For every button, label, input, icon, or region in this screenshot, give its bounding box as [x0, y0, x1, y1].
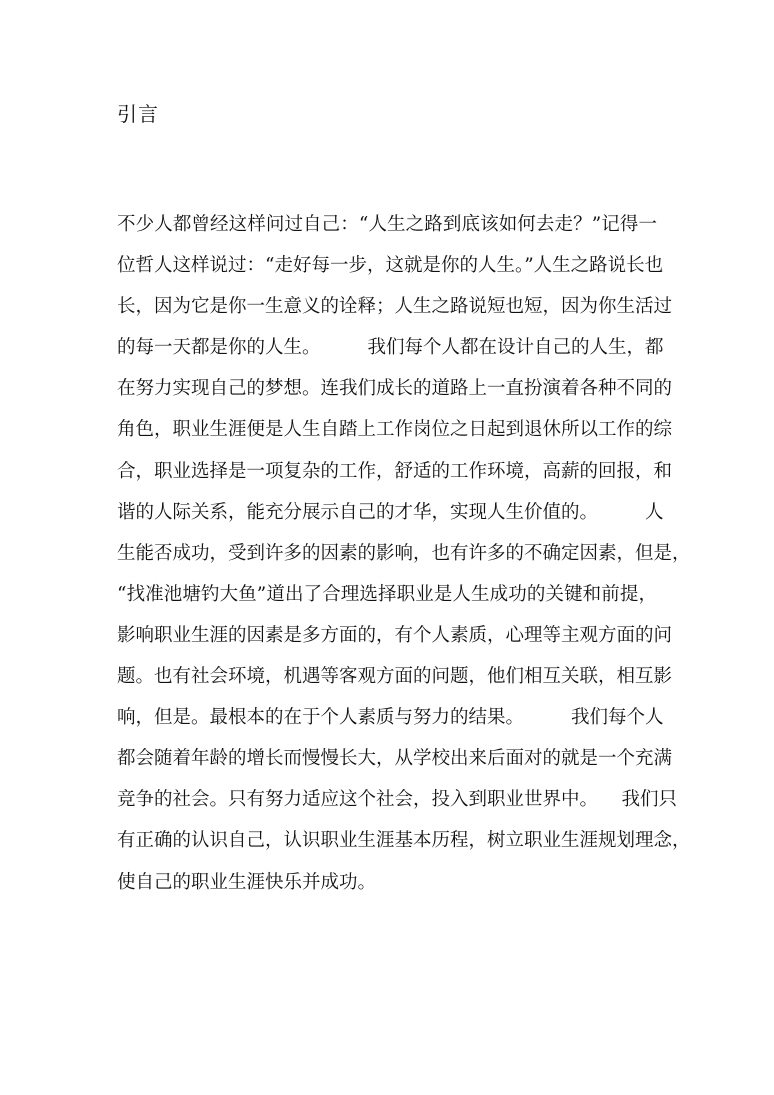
text-line: 位哲人这样说过：“走好每一步，这就是你的人生。”人生之路说长也	[117, 255, 664, 277]
text-line: “找准池塘钓大鱼”道出了合理选择职业是人生成功的关键和前提，	[117, 583, 657, 605]
text-line: 生能否成功，受到许多的因素的影响，也有许多的不确定因素，但是，	[117, 542, 691, 564]
document-title: 引言	[117, 102, 159, 126]
text-line: 都会随着年龄的增长而慢慢长大，从学校出来后面对的就是一个充满	[117, 748, 673, 770]
text-line: 角色，职业生涯便是人生自踏上工作岗位之日起到退休所以工作的综	[117, 419, 673, 441]
text-line: 有正确的认识自己，认识职业生涯基本历程，树立职业生涯规划理念，	[117, 830, 691, 852]
text-line: 长，因为它是你一生意义的诠释；人生之路说短也短，因为你生活过	[117, 296, 673, 318]
text-line: 的每一天都是你的人生。 我们每个人都在设计自己的人生，都	[117, 337, 664, 359]
text-line: 影响职业生涯的因素是多方面的，有个人素质，心理等主观方面的问	[117, 624, 673, 646]
text-line: 谐的人际关系，能充分展示自己的才华，实现人生价值的。 人	[117, 501, 664, 523]
text-line: 题。也有社会环境，机遇等客观方面的问题，他们相互关联，相互影	[117, 666, 673, 688]
text-line: 合，职业选择是一项复杂的工作，舒适的工作环境，高薪的回报，和	[117, 460, 673, 482]
text-line: 不少人都曾经这样问过自己：“人生之路到底该如何去走？”记得一	[117, 214, 657, 235]
text-line: 在努力实现自己的梦想。连我们成长的道路上一直扮演着各种不同的	[117, 378, 673, 400]
text-line: 使自己的职业生涯快乐并成功。	[117, 871, 377, 893]
body-paragraph	[117, 211, 691, 910]
text-line: 响，但是。最根本的在于个人素质与努力的结果。 我们每个人	[117, 707, 664, 729]
text-line: 竞争的社会。只有努力适应这个社会，投入到职业世界中。 我们只	[117, 789, 678, 811]
